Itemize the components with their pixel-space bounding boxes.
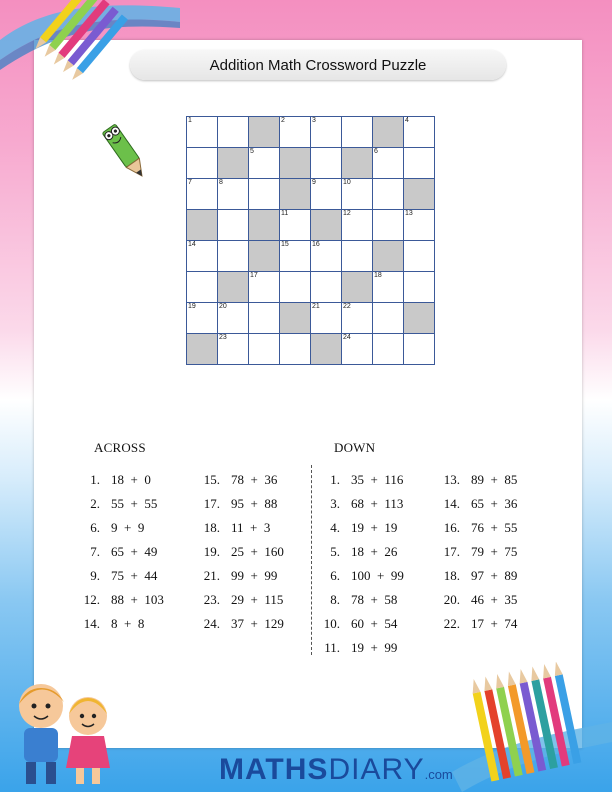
mathsdiary-logo xyxy=(219,753,453,787)
grid-cell-shaded xyxy=(249,117,280,148)
grid-cell[interactable] xyxy=(280,241,311,272)
clue-expression: 65 + 36 xyxy=(471,496,518,511)
clue-label-number: 14. xyxy=(443,496,460,511)
down-heading: DOWN xyxy=(334,440,376,455)
clue-label-number: 2. xyxy=(90,496,100,511)
clue-expression: 18 + 0 xyxy=(111,472,151,487)
clue-item xyxy=(314,472,403,488)
clue-number: 15 xyxy=(281,241,289,248)
grid-cell[interactable] xyxy=(311,241,342,272)
grid-cell[interactable] xyxy=(280,272,311,303)
grid-cell-shaded xyxy=(249,241,280,272)
clue-item xyxy=(314,616,397,632)
clue-expression: 18 + 26 xyxy=(351,544,398,559)
grid-cell[interactable] xyxy=(249,334,280,365)
clue-label-number: 6. xyxy=(330,568,340,583)
clue-number: 16 xyxy=(312,241,320,248)
grid-cell[interactable] xyxy=(342,179,373,210)
logo-com: .com xyxy=(424,767,453,782)
grid-cell[interactable] xyxy=(218,117,249,148)
clue-item xyxy=(434,592,517,608)
grid-cell-shaded xyxy=(404,303,435,334)
grid-cell[interactable] xyxy=(249,179,280,210)
clue-item xyxy=(194,472,277,488)
clue-item xyxy=(434,520,517,536)
colored-pencils-bottom-right-icon xyxy=(452,662,612,792)
clue-label-number: 21. xyxy=(203,568,220,583)
clue-label-number: 1. xyxy=(90,472,100,487)
clue-expression: 65 + 49 xyxy=(111,544,158,559)
clue-expression: 78 + 36 xyxy=(231,472,278,487)
grid-cell[interactable] xyxy=(342,117,373,148)
grid-cell[interactable] xyxy=(404,117,435,148)
clue-number: 18 xyxy=(374,272,382,279)
grid-cell-shaded xyxy=(187,210,218,241)
clue-expression: 99 + 99 xyxy=(231,568,278,583)
clue-label-number: 5. xyxy=(330,544,340,559)
clue-item xyxy=(194,568,277,584)
clue-item xyxy=(74,544,157,560)
clue-number: 6 xyxy=(374,148,378,155)
clue-number: 1 xyxy=(188,117,192,124)
grid-cell[interactable] xyxy=(280,334,311,365)
grid-cell-shaded xyxy=(311,210,342,241)
clue-number: 20 xyxy=(219,303,227,310)
clue-expression: 88 + 103 xyxy=(111,592,164,607)
clue-item xyxy=(314,496,403,512)
clue-item xyxy=(434,544,517,560)
clue-expression: 46 + 35 xyxy=(471,592,518,607)
clue-item xyxy=(434,616,517,632)
grid-cell-shaded xyxy=(404,179,435,210)
clue-expression: 19 + 99 xyxy=(351,640,398,655)
grid-cell[interactable] xyxy=(187,148,218,179)
clue-number: 12 xyxy=(343,210,351,217)
clue-item xyxy=(74,592,164,608)
grid-cell[interactable] xyxy=(218,210,249,241)
clue-item xyxy=(314,592,397,608)
clue-expression: 37 + 129 xyxy=(231,616,284,631)
clue-item xyxy=(194,592,283,608)
clue-label-number: 12. xyxy=(83,592,100,607)
grid-cell[interactable] xyxy=(311,117,342,148)
grid-cell-shaded xyxy=(249,210,280,241)
clue-expression: 19 + 19 xyxy=(351,520,398,535)
grid-cell[interactable] xyxy=(404,210,435,241)
clue-item xyxy=(434,568,517,584)
clue-label-number: 4. xyxy=(330,520,340,535)
clue-item xyxy=(74,616,144,632)
clue-number: 24 xyxy=(343,334,351,341)
grid-cell[interactable] xyxy=(218,179,249,210)
grid-cell[interactable] xyxy=(311,179,342,210)
clue-number: 2 xyxy=(281,117,285,124)
clue-label-number: 15. xyxy=(203,472,220,487)
clue-label-number: 17. xyxy=(443,544,460,559)
grid-cell-shaded xyxy=(373,241,404,272)
clue-expression: 60 + 54 xyxy=(351,616,398,631)
grid-cell-shaded xyxy=(280,148,311,179)
clue-expression: 89 + 85 xyxy=(471,472,518,487)
clue-item xyxy=(74,496,157,512)
kids-illustration-icon xyxy=(6,676,126,788)
grid-cell-shaded xyxy=(342,272,373,303)
clue-number: 23 xyxy=(219,334,227,341)
grid-cell[interactable] xyxy=(373,334,404,365)
clue-number: 19 xyxy=(188,303,196,310)
clue-expression: 95 + 88 xyxy=(231,496,278,511)
clue-label-number: 19. xyxy=(203,544,220,559)
grid-cell[interactable] xyxy=(342,334,373,365)
grid-cell[interactable] xyxy=(218,334,249,365)
grid-cell[interactable] xyxy=(218,303,249,334)
clue-item xyxy=(314,520,397,536)
grid-cell[interactable] xyxy=(404,272,435,303)
clue-number: 10 xyxy=(343,179,351,186)
clue-expression: 97 + 89 xyxy=(471,568,518,583)
clue-expression: 25 + 160 xyxy=(231,544,284,559)
clue-label-number: 13. xyxy=(443,472,460,487)
clue-expression: 76 + 55 xyxy=(471,520,518,535)
grid-cell[interactable] xyxy=(249,303,280,334)
clue-number: 22 xyxy=(343,303,351,310)
clue-label-number: 18. xyxy=(203,520,220,535)
grid-cell-shaded xyxy=(280,303,311,334)
clue-number: 5 xyxy=(250,148,254,155)
clue-expression: 17 + 74 xyxy=(471,616,518,631)
clue-item xyxy=(314,640,397,656)
grid-cell[interactable] xyxy=(249,148,280,179)
clue-label-number: 16. xyxy=(443,520,460,535)
grid-cell[interactable] xyxy=(342,241,373,272)
clue-item xyxy=(194,544,284,560)
clue-item xyxy=(314,544,397,560)
pencil-mascot-icon xyxy=(100,115,150,185)
logo-maths: MATHS xyxy=(219,753,329,786)
grid-cell[interactable] xyxy=(187,272,218,303)
clue-expression: 100 + 99 xyxy=(351,568,404,583)
grid-cell[interactable] xyxy=(187,241,218,272)
clue-number: 9 xyxy=(312,179,316,186)
clue-label-number: 8. xyxy=(330,592,340,607)
grid-cell[interactable] xyxy=(373,179,404,210)
clue-expression: 78 + 58 xyxy=(351,592,398,607)
grid-cell[interactable] xyxy=(187,179,218,210)
clue-number: 21 xyxy=(312,303,320,310)
crossword-grid xyxy=(186,116,435,365)
clue-label-number: 9. xyxy=(90,568,100,583)
clue-expression: 79 + 75 xyxy=(471,544,518,559)
clue-expression: 9 + 9 xyxy=(111,520,145,535)
clue-number: 11 xyxy=(281,210,289,217)
grid-cell[interactable] xyxy=(404,334,435,365)
clue-number: 7 xyxy=(188,179,192,186)
clue-number: 14 xyxy=(188,241,196,248)
grid-cell[interactable] xyxy=(311,272,342,303)
clue-number: 4 xyxy=(405,117,409,124)
clue-label-number: 10. xyxy=(323,616,340,631)
clue-label-number: 22. xyxy=(443,616,460,631)
clue-label-number: 3. xyxy=(330,496,340,511)
clue-item xyxy=(434,472,517,488)
column-divider xyxy=(311,465,312,655)
clue-item xyxy=(74,520,144,536)
clue-label-number: 1. xyxy=(330,472,340,487)
clue-item xyxy=(194,520,270,536)
clue-expression: 55 + 55 xyxy=(111,496,158,511)
clue-label-number: 7. xyxy=(90,544,100,559)
clue-number: 17 xyxy=(250,272,258,279)
clue-label-number: 20. xyxy=(443,592,460,607)
grid-cell-shaded xyxy=(311,334,342,365)
clue-item xyxy=(194,496,277,512)
clue-item xyxy=(434,496,517,512)
grid-cell-shaded xyxy=(373,117,404,148)
grid-cell[interactable] xyxy=(373,272,404,303)
clue-label-number: 18. xyxy=(443,568,460,583)
grid-cell[interactable] xyxy=(280,210,311,241)
grid-cell[interactable] xyxy=(218,241,249,272)
clue-expression: 29 + 115 xyxy=(231,592,284,607)
grid-cell[interactable] xyxy=(187,117,218,148)
grid-cell[interactable] xyxy=(373,303,404,334)
grid-cell[interactable] xyxy=(373,210,404,241)
clue-label-number: 6. xyxy=(90,520,100,535)
clue-expression: 11 + 3 xyxy=(231,520,271,535)
grid-cell-shaded xyxy=(280,179,311,210)
clue-number: 8 xyxy=(219,179,223,186)
grid-cell[interactable] xyxy=(373,148,404,179)
grid-cell[interactable] xyxy=(187,303,218,334)
clue-item xyxy=(314,568,404,584)
clue-label-number: 23. xyxy=(203,592,220,607)
across-heading: ACROSS xyxy=(94,440,146,455)
grid-cell-shaded xyxy=(187,334,218,365)
clue-expression: 75 + 44 xyxy=(111,568,158,583)
grid-cell[interactable] xyxy=(280,117,311,148)
clue-label-number: 17. xyxy=(203,496,220,511)
grid-cell-shaded xyxy=(342,148,373,179)
grid-cell[interactable] xyxy=(404,148,435,179)
clue-expression: 8 + 8 xyxy=(111,616,145,631)
clue-label-number: 24. xyxy=(203,616,220,631)
clue-item xyxy=(74,568,157,584)
grid-cell[interactable] xyxy=(404,241,435,272)
grid-cell[interactable] xyxy=(342,303,373,334)
grid-cell[interactable] xyxy=(311,148,342,179)
grid-cell[interactable] xyxy=(249,272,280,303)
clue-item xyxy=(74,472,151,488)
grid-cell[interactable] xyxy=(342,210,373,241)
grid-cell-shaded xyxy=(218,148,249,179)
grid-cell-shaded xyxy=(218,272,249,303)
clue-label-number: 11. xyxy=(324,640,340,655)
title-bar xyxy=(130,50,506,80)
grid-cell[interactable] xyxy=(311,303,342,334)
clue-expression: 35 + 116 xyxy=(351,472,404,487)
clue-expression: 68 + 113 xyxy=(351,496,404,511)
page-title: Addition Math Crossword Puzzle xyxy=(209,56,427,74)
clue-number: 13 xyxy=(405,210,413,217)
logo-diary: DIARY xyxy=(328,753,425,786)
clue-number: 3 xyxy=(312,117,316,124)
clue-item xyxy=(194,616,284,632)
clue-label-number: 14. xyxy=(83,616,100,631)
